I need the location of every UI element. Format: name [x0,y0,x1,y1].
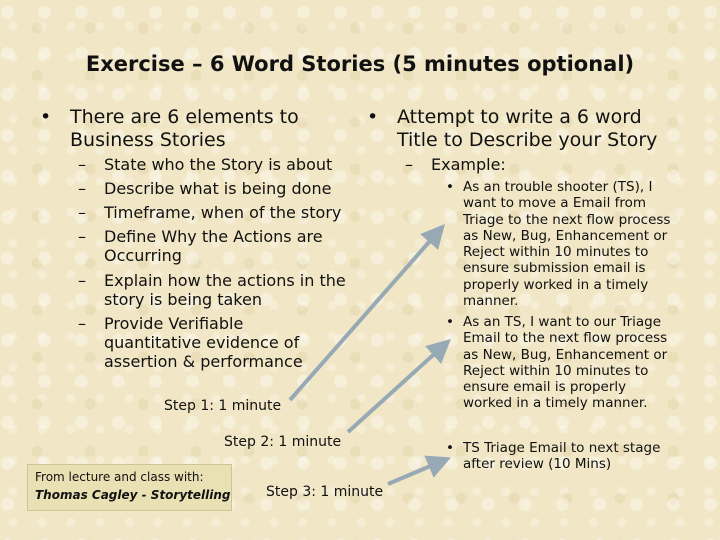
arrow-step1 [290,233,437,400]
bullet-dot: • [40,106,52,128]
bullet-dot: • [446,179,454,195]
example-label: Example: [431,155,506,174]
left-item-text: Explain how the actions in the story is being taken [104,271,346,309]
slide-title: Exercise – 6 Word Stories (5 minutes optional) [85,52,635,76]
example-text: As an TS, I want to our Triage Email to the next flow process as New, Bug, Enhancement or Reject within 10 minutes to ensure email is properly worked in a timely manner. [463,314,668,412]
left-item-text: State who the Story is about [104,155,333,174]
dash-marker: – [405,155,413,174]
step-3-label: Step 3: 1 minute [266,484,384,500]
credit-line-2: Thomas Cagley - Storytelling [35,488,231,502]
dash-marker: – [78,203,86,222]
arrow-step3 [388,462,440,484]
left-item-text: Provide Verifiable quantitative evidence of assertion & performance [104,314,303,371]
example-text: As an trouble shooter (TS), I want to move a Email from Triage to the next flow process as New, Bug, Enhancement or Reject within 10 minutes to ensure submission email is properly worked in a timely manner. [463,179,671,310]
bullet-dot: • [446,314,454,330]
credit-line-1: From lecture and class with: [35,470,204,484]
dash-marker: – [78,271,86,290]
bullet-dot: • [446,440,454,456]
dash-marker: – [78,227,86,246]
credit-box [27,464,232,511]
step-2-label: Step 2: 1 minute [224,434,342,450]
left-item-text: Describe what is being done [104,179,332,198]
step-1-label: Step 1: 1 minute [164,398,282,414]
bullet-dot: • [367,106,379,128]
left-item-text: Define Why the Actions are Occurring [104,227,323,265]
dash-marker: – [78,314,86,333]
final-bullet-text: TS Triage Email to next stage after review (10 Mins) [463,440,661,473]
left-item-text: Timeframe, when of the story [104,203,342,222]
arrow-step2 [348,347,442,432]
dash-marker: – [78,179,86,198]
dash-marker: – [78,155,86,174]
right-heading: Attempt to write a 6 word Title to Describe your Story [397,106,658,151]
left-heading: There are 6 elements to Business Stories [70,106,299,151]
